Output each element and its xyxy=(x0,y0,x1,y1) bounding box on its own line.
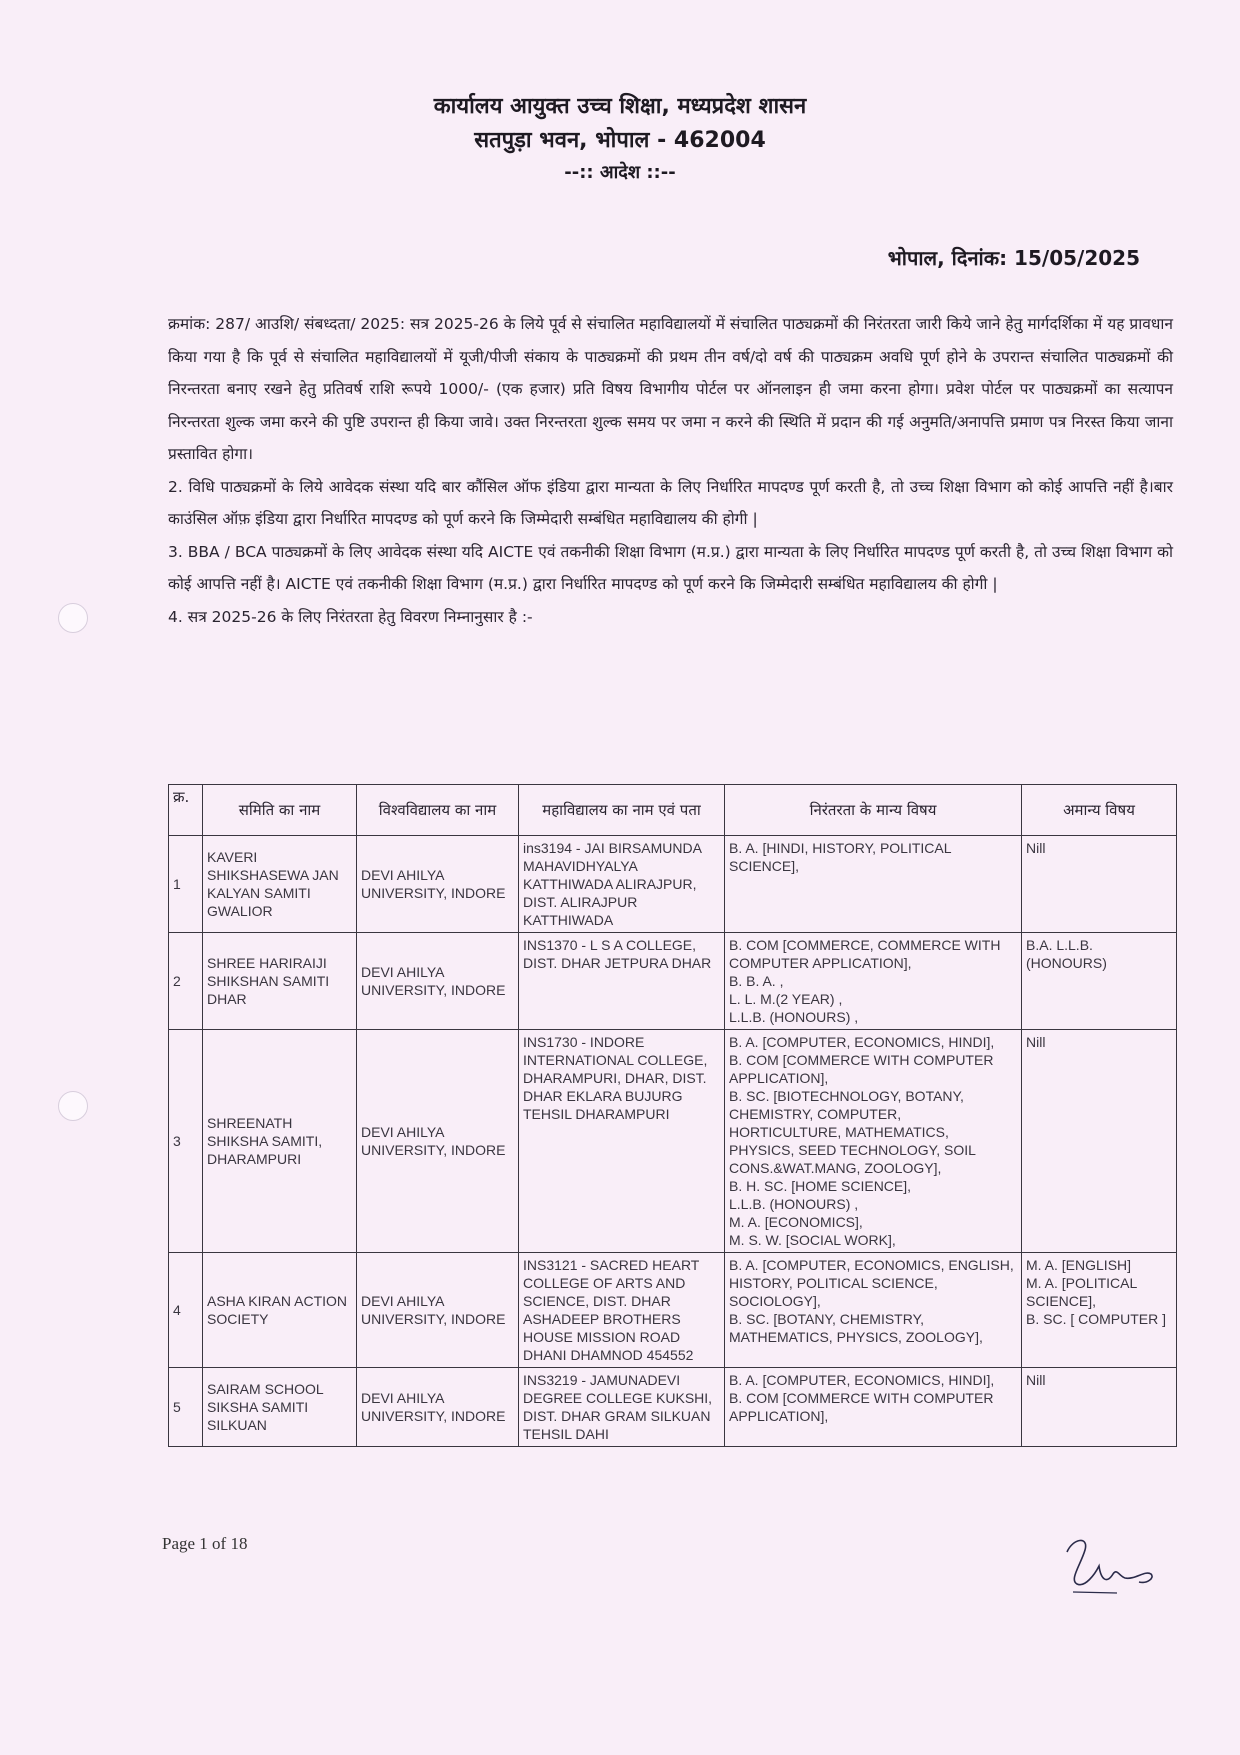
cell-university: DEVI AHILYA UNIVERSITY, INDORE xyxy=(357,1253,519,1368)
cell-college: INS1730 - INDORE INTERNATIONAL COLLEGE, DHARAMPURI, DHAR, DIST. DHAR EKLARA BUJURG TEHSIL DHARAMPURI xyxy=(519,1030,725,1253)
paragraph-3: 3. BBA / BCA पाठ्यक्रमों के लिए आवेदक संस्था यदि AICTE एवं तकनीकी शिक्षा विभाग (म.प्र.) द्वारा मान्यता के लिए निर्धारित मापदण्ड पूर्ण करती है, तो उच्च शिक्षा विभाग को कोई आपत्ति नहीं है। AICTE एवं तकनीकी शिक्षा विभाग (म.प्र.) द्वारा निर्धारित मापदण्ड को पूर्ण करने कि जिम्मेदारी सम्बंधित महाविद्यालय की होगी | xyxy=(168,542,1173,593)
cell-samiti: KAVERI SHIKSHASEWA JAN KALYAN SAMITI GWALIOR xyxy=(203,836,357,933)
cell-valid-subjects: B. A. [HINDI, HISTORY, POLITICAL SCIENCE], xyxy=(725,836,1022,933)
cell-invalid-subjects: Nill xyxy=(1022,1030,1177,1253)
signature-mark xyxy=(1055,1530,1175,1600)
cell-college: INS3121 - SACRED HEART COLLEGE OF ARTS AND SCIENCE, DIST. DHAR ASHADEEP BROTHERS HOUSE MISSION ROAD DHANI DHAMNOD 454552 xyxy=(519,1253,725,1368)
paragraph-2: 2. विधि पाठ्यक्रमों के लिये आवेदक संस्था यदि बार कौंसिल ऑफ इंडिया द्वारा मान्यता के लिए निर्धारित मापदण्ड पूर्ण करती है, तो उच्च शिक्षा विभाग को कोई आपत्ति नहीं है।बार काउंसिल ऑफ़ इंडिया द्वारा निर्धारित मापदण्ड को पूर्ण करने कि जिम्मेदारी सम्बंधित महाविद्यालय की होगी | xyxy=(168,477,1173,528)
table-body xyxy=(169,836,1177,1447)
cell-serial: 1 xyxy=(169,836,203,933)
col-header-serial: क्र. xyxy=(169,785,203,836)
punch-hole-bottom xyxy=(58,1091,88,1121)
office-title: कार्यालय आयुक्त उच्च शिक्षा, मध्यप्रदेश शासन xyxy=(433,94,807,119)
cell-university: DEVI AHILYA UNIVERSITY, INDORE xyxy=(357,1368,519,1447)
table-row xyxy=(169,836,1177,933)
table-header-row xyxy=(169,785,1177,836)
paragraph-1: क्रमांक: 287/ आउशि/ संबध्दता/ 2025: सत्र 2025-26 के लिये पूर्व से संचालित महाविद्यालयों में संचालित पाठ्यक्रमों की निरंतरता जारी किये जाने हेतु मार्गदर्शिका में यह प्रावधान किया गया है कि पूर्व से संचालित महाविद्यालयों में यूजी/पीजी संकाय के पाठ्यक्रमों की प्रथम तीन वर्ष/दो वर्ष की पाठ्यक्रम अवधि पूर्ण होने के उपरान्त संचालित पाठ्यक्रमों की निरन्तरता बनाए रखने हेतु प्रतिवर्ष राशि रूपये 1000/- (एक हजार) प्रति विषय विभागीय पोर्टल पर ऑनलाइन ही जमा करना होगा। प्रवेश पोर्टल पर पाठ्यक्रमों का सत्यापन निरन्तरता शुल्क जमा करने की पुष्टि उपरान्त ही किया जावे। उक्त निरन्तरता शुल्क समय पर जमा न करने की स्थिति में प्रदान की गई अनुमति/अनापत्ति प्रमाण पत्र निरस्त किया जाना प्रस्तावित होगा। xyxy=(168,315,1173,463)
letterhead xyxy=(0,90,1240,188)
cell-university: DEVI AHILYA UNIVERSITY, INDORE xyxy=(357,933,519,1030)
office-address: सतपुड़ा भवन, भोपाल - 462004 xyxy=(474,128,766,153)
cell-samiti: ASHA KIRAN ACTION SOCIETY xyxy=(203,1253,357,1368)
cell-invalid-subjects: Nill xyxy=(1022,1368,1177,1447)
punch-hole-top xyxy=(58,603,88,633)
table-row xyxy=(169,1253,1177,1368)
cell-samiti: SAIRAM SCHOOL SIKSHA SAMITI SILKUAN xyxy=(203,1368,357,1447)
table-row xyxy=(169,1368,1177,1447)
table-row xyxy=(169,1030,1177,1253)
cell-invalid-subjects: Nill xyxy=(1022,836,1177,933)
col-header-college: महाविद्यालय का नाम एवं पता xyxy=(519,785,725,836)
col-header-samiti: समिति का नाम xyxy=(203,785,357,836)
cell-college: INS1370 - L S A COLLEGE, DIST. DHAR JETPURA DHAR xyxy=(519,933,725,1030)
col-header-valid-subjects: निरंतरता के मान्य विषय xyxy=(725,785,1022,836)
cell-valid-subjects: B. A. [COMPUTER, ECONOMICS, HINDI], B. COM [COMMERCE WITH COMPUTER APPLICATION], B. SC. [BIOTECHNOLOGY, BOTANY, CHEMISTRY, COMPUTER, HORTICULTURE, MATHEMATICS, PHYSICS, SEED TECHNOLOGY, SOIL CONS.&WAT.MANG, ZOOLOGY], B. H. SC. [HOME SCIENCE], L.L.B. (HONOURS) , M. A. [ECONOMICS], M. S. W. [SOCIAL WORK], xyxy=(725,1030,1022,1253)
order-heading: --:: आदेश ::-- xyxy=(564,162,676,183)
cell-valid-subjects: B. A. [COMPUTER, ECONOMICS, ENGLISH, HISTORY, POLITICAL SCIENCE, SOCIOLOGY], B. SC. [BOTANY, CHEMISTRY, MATHEMATICS, PHYSICS, ZOOLOGY], xyxy=(725,1253,1022,1368)
col-header-invalid-subjects: अमान्य विषय xyxy=(1022,785,1177,836)
col-header-university: विश्वविद्यालय का नाम xyxy=(357,785,519,836)
cell-invalid-subjects: M. A. [ENGLISH] M. A. [POLITICAL SCIENCE], B. SC. [ COMPUTER ] xyxy=(1022,1253,1177,1368)
cell-serial: 3 xyxy=(169,1030,203,1253)
cell-serial: 4 xyxy=(169,1253,203,1368)
cell-samiti: SHREENATH SHIKSHA SAMITI, DHARAMPURI xyxy=(203,1030,357,1253)
cell-invalid-subjects: B.A. L.L.B. (HONOURS) xyxy=(1022,933,1177,1030)
cell-university: DEVI AHILYA UNIVERSITY, INDORE xyxy=(357,836,519,933)
cell-college: ins3194 - JAI BIRSAMUNDA MAHAVIDHYALYA KATTHIWADA ALIRAJPUR, DIST. ALIRAJPUR KATTHIWADA xyxy=(519,836,725,933)
cell-serial: 5 xyxy=(169,1368,203,1447)
cell-valid-subjects: B. COM [COMMERCE, COMMERCE WITH COMPUTER APPLICATION], B. B. A. , L. L. M.(2 YEAR) , L.L.B. (HONOURS) , xyxy=(725,933,1022,1030)
continuity-table xyxy=(168,784,1177,1447)
cell-valid-subjects: B. A. [COMPUTER, ECONOMICS, HINDI], B. COM [COMMERCE WITH COMPUTER APPLICATION], xyxy=(725,1368,1022,1447)
place-date: भोपाल, दिनांक: 15/05/2025 xyxy=(887,246,1140,270)
table-row xyxy=(169,933,1177,1030)
cell-samiti: SHREE HARIRAIJI SHIKSHAN SAMITI DHAR xyxy=(203,933,357,1030)
page-number: Page 1 of 18 xyxy=(162,1534,248,1553)
cell-serial: 2 xyxy=(169,933,203,1030)
cell-university: DEVI AHILYA UNIVERSITY, INDORE xyxy=(357,1030,519,1253)
order-body xyxy=(168,308,1173,633)
cell-college: INS3219 - JAMUNADEVI DEGREE COLLEGE KUKSHI, DIST. DHAR GRAM SILKUAN TEHSIL DAHI xyxy=(519,1368,725,1447)
paragraph-4: 4. सत्र 2025-26 के लिए निरंतरता हेतु विवरण निम्नानुसार है :- xyxy=(168,607,533,626)
